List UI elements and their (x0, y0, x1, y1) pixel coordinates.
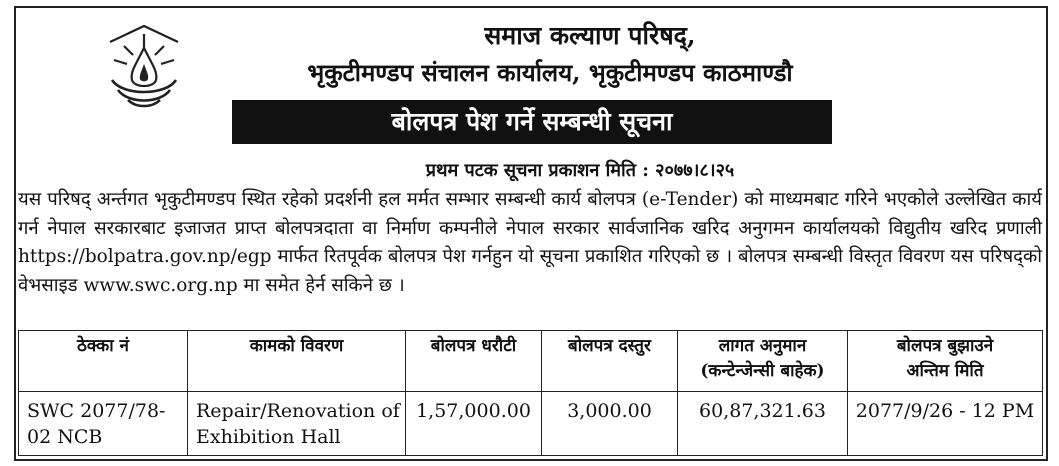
cell-bid-security: 1,57,000.00 (406, 392, 542, 456)
header-work-description: कामको विवरण (188, 331, 406, 392)
cell-work-description: Repair/Renovation of Exhibition Hall (188, 392, 406, 456)
social-welfare-council-logo-icon (102, 22, 186, 110)
publication-date: प्रथम पटक सूचना प्रकाशन मिति : २०७७।८।२५ (425, 160, 735, 181)
header-submission-deadline: बोलपत्र बुझाउने अन्तिम मिति (848, 331, 1043, 392)
header-bid-fee: बोलपत्र दस्तुर (542, 331, 678, 392)
organization-name: समाज कल्याण परिषद्, (484, 21, 696, 50)
table-row (19, 392, 1043, 456)
header-cost-estimate: लागत अनुमान (कन्टेन्जेन्सी बाहेक) (678, 331, 848, 392)
cell-contract-no: SWC 2077/78-02 NCB (19, 392, 188, 456)
cell-bid-fee: 3,000.00 (542, 392, 678, 456)
cell-submission-deadline: 2077/9/26 - 12 PM (848, 392, 1043, 456)
header-contract-no: ठेक्का नं (19, 331, 188, 392)
table-header-row (19, 331, 1043, 392)
tender-table (18, 330, 1043, 456)
notice-paragraph: यस परिषद् अर्न्तगत भृकुटीमण्डप स्थित रहेको प्रदर्शनी हल मर्मत सम्भार सम्बन्धी कार्य बोलपत्र (e-Tender) को माध्यमबाट गरिने भएकोले उल्लेखित कार्य गर्न नेपाल सरकारबाट इजाजत प्राप्त बोलपत्रदाता वा निर्माण कम्पनीले नेपाल सरकार सार्वजानिक खरिद अनुगमन कार्यालयको विद्युतीय खरिद प्रणाली https://bolpatra.gov.np/egp मार्फत रितपूर्वक बोलपत्र पेश गर्नहुन यो सूचना प्रकाशित गरिएको छ । बोलपत्र सम्बन्धी विस्तृत विवरण यस परिषद्को वेभसाइड www.swc.org.np मा समेत हेर्न सकिने छ । (18, 189, 1042, 296)
notice-title: बोलपत्र पेश गर्ने सम्बन्धी सूचना (232, 100, 832, 144)
header-bid-security: बोलपत्र धरौटी (406, 331, 542, 392)
cell-cost-estimate: 60,87,321.63 (678, 392, 848, 456)
office-name: भृकुटीमण्डप संचालन कार्यालय, भृकुटीमण्डप काठमाण्डौ (307, 58, 793, 87)
